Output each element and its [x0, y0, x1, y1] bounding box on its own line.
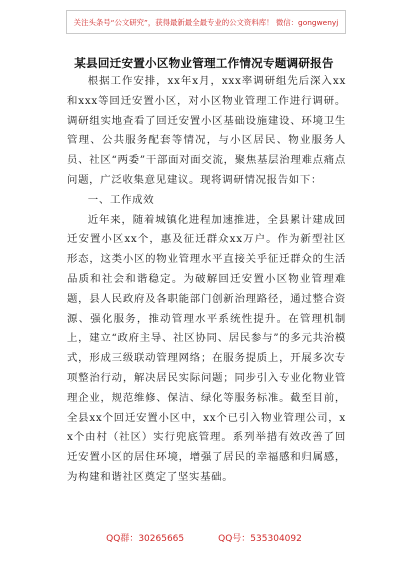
- body-paragraph: 近年来，随着城镇化进程加速推进，全县累计建成回迁安置小区xx个，惠及征迁群众xx万户。作为新型社区形态，这类小区的物业管理水平直接关乎征迁群众的生活品质和社会和谐稳定。为破解回迁安置小区物业管理难题，县人民政府及各职能部门创新治理路径，通过整合资源、强化服务，推动管理水平系统性提升。在管理机制上，建立“政府主导、社区协同、居民参与”的多元共治模式，形成三级联动管理网络；在服务提质上，开展多次专项整治行动，解决居民实际问题；同步引入专业化物业管理企业，规范维修、保洁、绿化等服务标准。截至目前，全县xx个回迁安置小区中，xx个已引入物业管理公司，xx个由村（社区）实行兜底管理。系列举措有效改善了回迁安置小区的居住环境，增强了居民的幸福感和归属感，为构建和谐社区奠定了坚实基础。: [67, 213, 346, 483]
- footer-qq-group: QQ群：30265665: [106, 534, 185, 544]
- footer-qq-number: QQ号：535304092: [218, 534, 302, 544]
- promo-banner: [66, 10, 346, 34]
- promo-text: 关注头条号“公文研究”，获得最新最全最专业的公文资料库！ 微信：gongwenyj: [73, 17, 339, 27]
- section-heading: 一、工作成效: [87, 193, 155, 206]
- document-body: [67, 72, 346, 488]
- footer-contact: [0, 531, 408, 544]
- intro-paragraph: 根据工作安排，xx年x月，xxx率调研组先后深入xx和xxx等回迁安置小区，对小区物业管理工作进行调研。调研组实地查看了回迁安置小区基础设施建设、环境卫生管理、公共服务配套等情况，与小区居民、物业服务人员、社区“两委”干部面对面交流，聚焦基层治理难点痛点问题，广泛收集意见建议。现将调研情况报告如下：: [67, 75, 346, 186]
- document-title: 某县回迁安置小区物业管理工作情况专题调研报告: [74, 56, 334, 70]
